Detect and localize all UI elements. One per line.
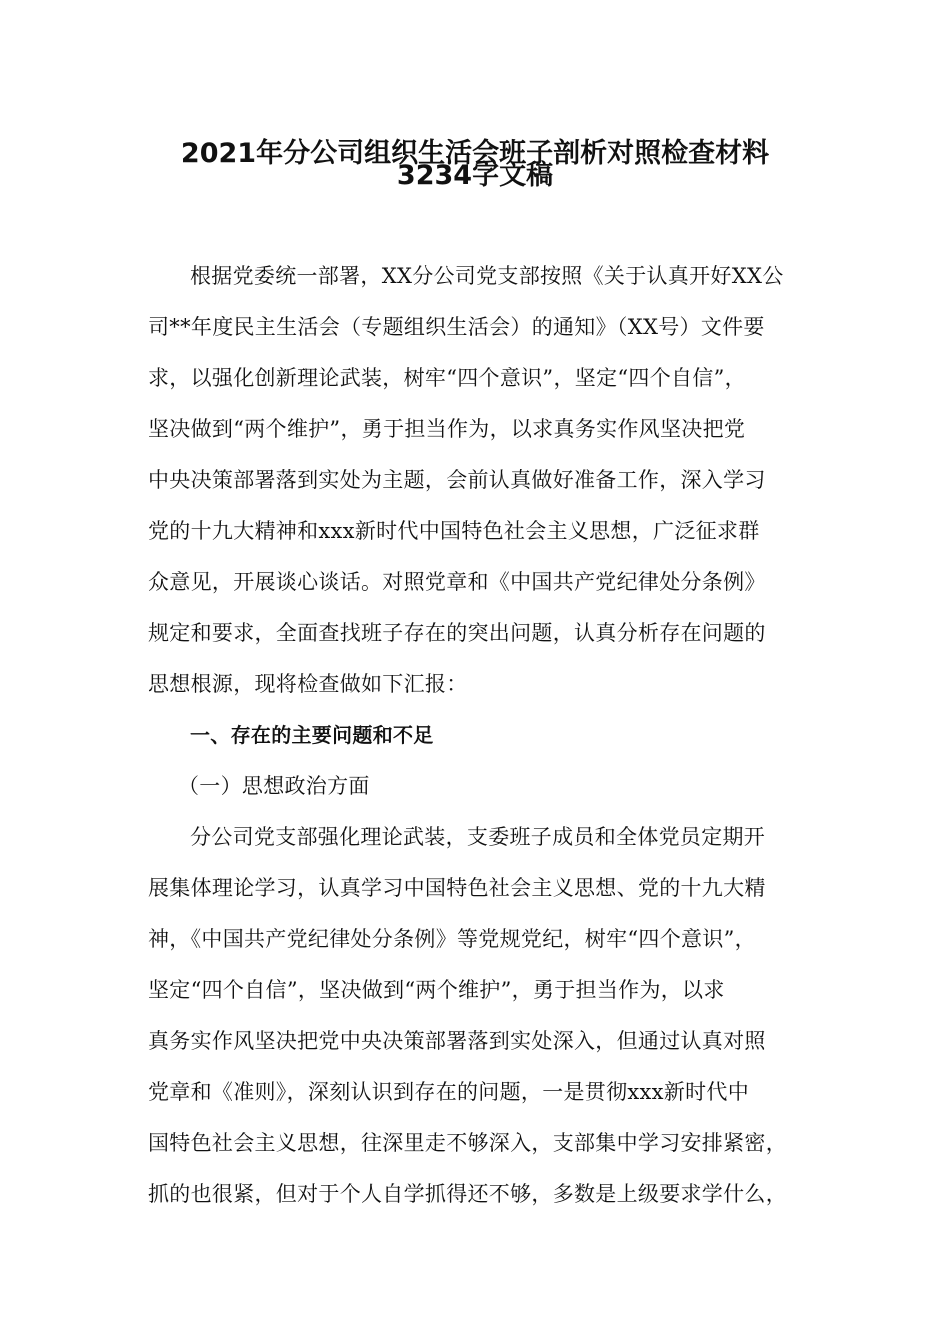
body-line [148, 404, 804, 455]
body-line [148, 506, 804, 557]
body-line [148, 1169, 804, 1220]
body-line [148, 608, 804, 659]
body-line [148, 1118, 804, 1169]
body-line [148, 659, 804, 710]
body-line-text: 神，《中国共产党纪律处分条例》等党规党纪，树牢“四个意识”， [148, 927, 756, 951]
body-line [148, 965, 804, 1016]
body-line [148, 251, 804, 302]
body-line-text: 国特色社会主义思想，往深里走不够深入，支部集中学习安排紧密， [148, 1131, 787, 1155]
body-line-text: 中央决策部署落到实处为主题，会前认真做好准备工作，深入学习 [148, 468, 766, 492]
document-body [148, 251, 804, 1220]
body-line [148, 812, 804, 863]
body-line [148, 914, 804, 965]
body-line-text: 司**年度民主生活会（专题组织生活会）的通知》（XX号）文件要 [148, 315, 765, 339]
body-line-text: 展集体理论学习，认真学习中国特色社会主义思想、党的十九大精 [148, 876, 766, 900]
body-line [148, 302, 804, 353]
body-line-text: 党章和《准则》，深刻认识到存在的问题，一是贯彻xxx新时代中 [148, 1080, 750, 1104]
body-line [148, 1016, 804, 1067]
subsection-heading-text: （一）思想政治方面 [178, 774, 370, 798]
body-line [148, 557, 804, 608]
body-line [148, 1067, 804, 1118]
body-line-text: 抓的也很紧，但对于个人自学抓得还不够，多数是上级要求学什么， [148, 1182, 787, 1206]
document-title-line1: 2021年分公司组织生活会班子剖析对照检查材料 [180, 138, 770, 169]
section-heading-text: 一、存在的主要问题和不足 [190, 723, 434, 747]
body-line-text: 根据党委统一部署，XX分公司党支部按照《关于认真开好XX公 [190, 264, 784, 288]
document-title-line2 [100, 158, 850, 194]
section-heading [148, 710, 804, 761]
body-line-text: 规定和要求，全面查找班子存在的突出问题，认真分析存在问题的 [148, 621, 766, 645]
body-line-text: 思想根源，现将检查做如下汇报： [148, 672, 468, 696]
body-line [148, 863, 804, 914]
body-line-text: 分公司党支部强化理论武装，支委班子成员和全体党员定期开 [190, 825, 766, 849]
body-line-text: 众意见，开展谈心谈话。对照党章和《中国共产党纪律处分条例》 [148, 570, 766, 594]
body-line [148, 455, 804, 506]
body-line-text: 坚决做到“两个维护”，勇于担当作为，以求真务实作风坚决把党 [148, 417, 746, 441]
body-line-text: 求，以强化创新理论武装，树牢“四个意识”，坚定“四个自信”， [148, 366, 746, 390]
subsection-heading [148, 761, 804, 812]
body-line-text: 党的十九大精神和xxx新时代中国特色社会主义思想，广泛征求群 [148, 519, 760, 543]
body-line-text: 真务实作风坚决把党中央决策部署落到实处深入，但通过认真对照 [148, 1029, 766, 1053]
body-line [148, 353, 804, 404]
document-title-line2-text: 3234字文稿 [396, 160, 554, 191]
body-line-text: 坚定“四个自信”，坚决做到“两个维护”，勇于担当作为，以求 [148, 978, 725, 1002]
